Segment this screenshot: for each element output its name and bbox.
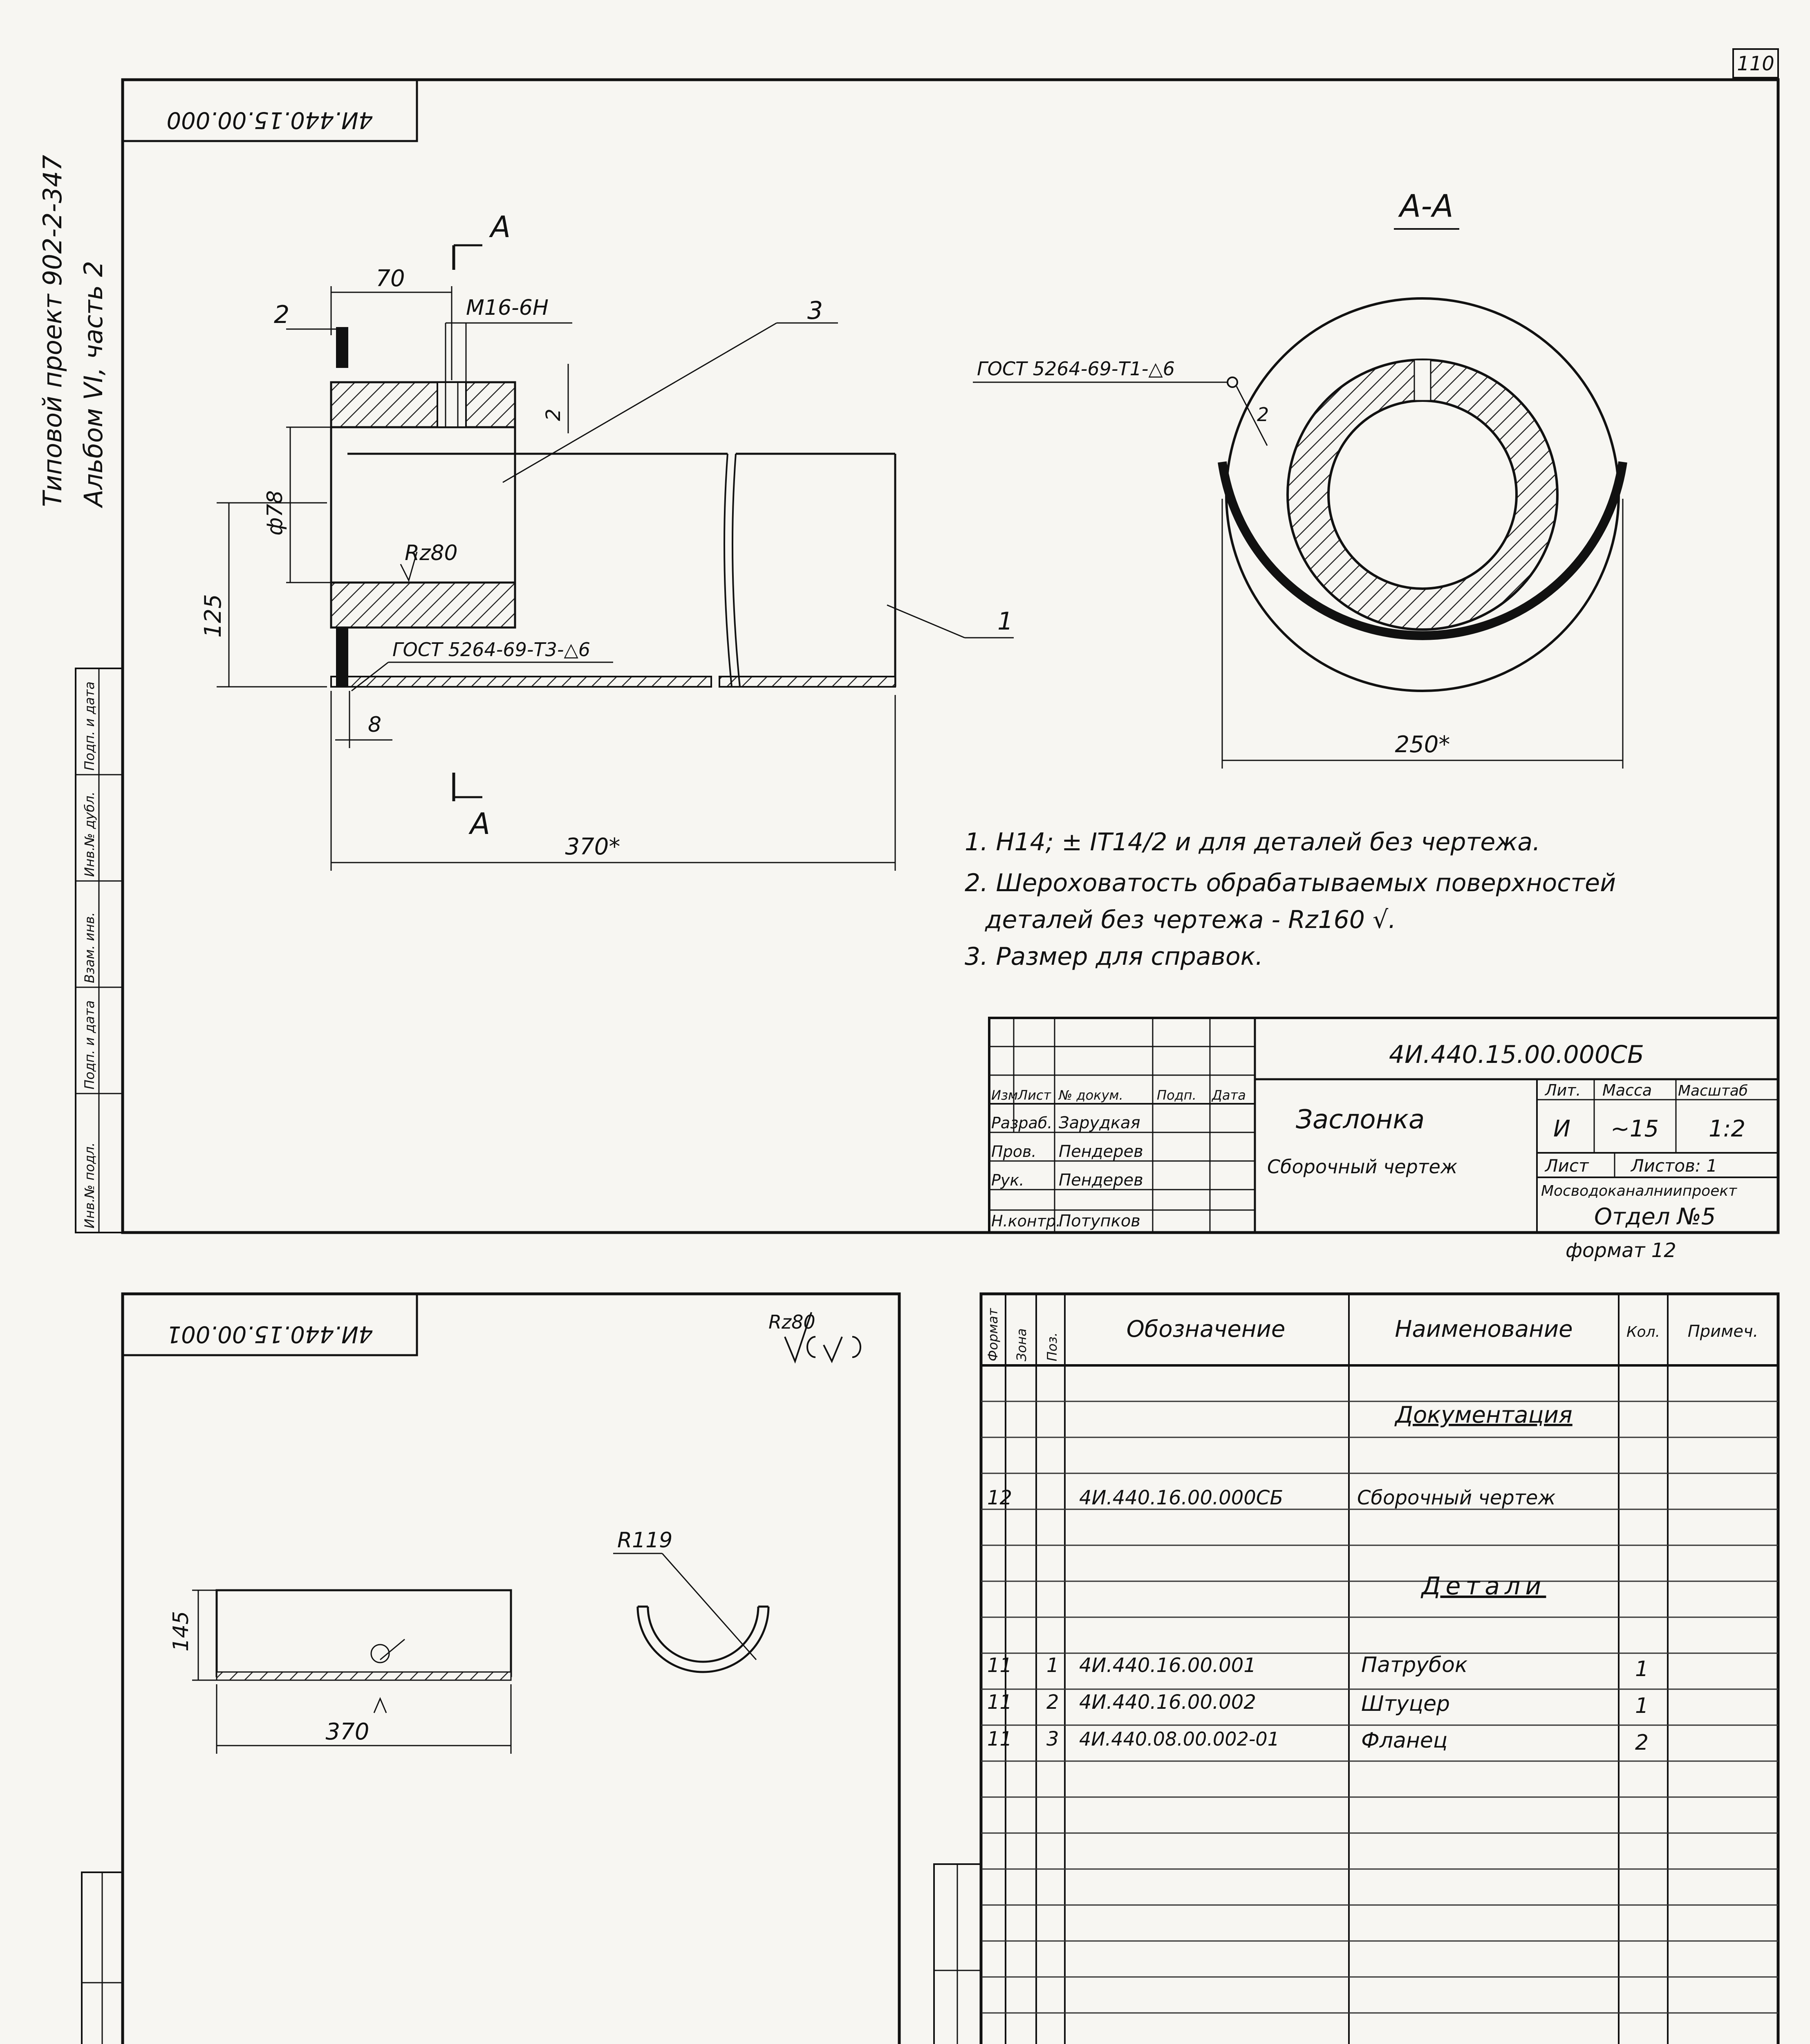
dim-125: 125 bbox=[200, 594, 226, 638]
callout-2: 2 bbox=[274, 300, 290, 329]
hdr-doc: № докум. bbox=[1059, 1087, 1123, 1103]
spec-row-code: 4И.440.16.00.002 bbox=[1079, 1691, 1256, 1714]
spec-section-docs: Документация bbox=[1395, 1402, 1573, 1428]
spec-row-format: 11 bbox=[987, 1654, 1013, 1677]
top-stamp-code: 4И.440.15.00.000 bbox=[166, 107, 373, 133]
role-ruk: Рук. bbox=[991, 1171, 1024, 1189]
hdr-izm: Изм bbox=[991, 1087, 1018, 1103]
spec-row-format: 12 bbox=[987, 1486, 1013, 1509]
spec-row-code: 4И.440.08.00.002-01 bbox=[1079, 1728, 1279, 1750]
top-sheets: Листов: 1 bbox=[1631, 1156, 1718, 1176]
person-ruk: Пендерев bbox=[1059, 1171, 1143, 1190]
role-nkontr: Н.контр. bbox=[991, 1212, 1061, 1230]
top-format: формат 12 bbox=[1566, 1239, 1676, 1262]
side-stamp-podp-2: Подп. и дата bbox=[82, 681, 97, 771]
person-prov: Пендерев bbox=[1059, 1142, 1143, 1161]
dim-2: 2 bbox=[542, 408, 565, 421]
dim-250: 250* bbox=[1395, 731, 1450, 758]
side-note-project: Типовой проект 902-2-347 bbox=[38, 155, 67, 507]
top-dept: Отдел №5 bbox=[1594, 1204, 1716, 1230]
hdr-list: Лист bbox=[1018, 1087, 1051, 1103]
spec-hdr-code: Обозначение bbox=[1126, 1316, 1286, 1342]
hdr-mass: Масса bbox=[1602, 1081, 1652, 1099]
hdr-scale: Масштаб bbox=[1678, 1083, 1748, 1099]
top-sheet: Лист bbox=[1545, 1156, 1589, 1176]
section-title: А-А bbox=[1400, 188, 1454, 224]
spec-section-parts: Детали bbox=[1421, 1572, 1546, 1600]
note-line-1: 1. Н14; ± IT14/2 и для деталей без чертежа. bbox=[965, 828, 1541, 856]
role-razrab: Разраб. bbox=[991, 1114, 1053, 1132]
bl-stamp-code: 4И.440.15.00.001 bbox=[166, 1321, 373, 1347]
spec-row-qty: 1 bbox=[1635, 1694, 1649, 1718]
spec-row-format: 11 bbox=[987, 1728, 1013, 1750]
spec-row-code: 4И.440.16.00.000СБ bbox=[1079, 1486, 1284, 1509]
role-prov: Пров. bbox=[991, 1143, 1037, 1161]
page-number-box bbox=[1733, 49, 1778, 78]
dim-8: 8 bbox=[368, 713, 382, 737]
top-part-name: Заслонка bbox=[1296, 1105, 1425, 1135]
top-org: Мосводоканалниипроект bbox=[1541, 1183, 1737, 1199]
roughness-mark: Rz80 bbox=[405, 541, 458, 565]
dia-78: ф78 bbox=[263, 490, 287, 536]
thread-label: М16-6Н bbox=[466, 296, 549, 320]
spec-hdr-pos: Поз. bbox=[1044, 1332, 1060, 1361]
side-stamp-dubl: Инв.№ дубл. bbox=[82, 791, 97, 877]
spec-hdr-format: Формат bbox=[985, 1308, 1001, 1361]
spec-row-name: Фланец bbox=[1361, 1728, 1448, 1753]
section-mark-top: А bbox=[491, 210, 511, 244]
person-nkontr: Потупков bbox=[1059, 1212, 1140, 1230]
dim-145: 145 bbox=[169, 1611, 193, 1652]
spec-row-name: Штуцер bbox=[1361, 1692, 1450, 1716]
spec-hdr-zone: Зона bbox=[1014, 1328, 1029, 1361]
side-stamp-inv-podl: Инв.№ подл. bbox=[82, 1142, 97, 1228]
spec-row-pos: 3 bbox=[1046, 1728, 1059, 1750]
dim-370-plate: 370 bbox=[325, 1719, 370, 1745]
top-mass: ~15 bbox=[1611, 1116, 1659, 1142]
person-razrab: Зарудкая bbox=[1059, 1114, 1140, 1132]
top-doc-type: Сборочный чертеж bbox=[1267, 1156, 1458, 1178]
weld-note-1: ГОСТ 5264-69-Т3-△6 bbox=[392, 639, 591, 661]
spec-row-format: 11 bbox=[987, 1691, 1013, 1714]
top-doc-code: 4И.440.15.00.000СБ bbox=[1389, 1040, 1644, 1069]
hdr-lit: Лит. bbox=[1545, 1081, 1581, 1099]
bl-roughness: Rz80 bbox=[768, 1311, 815, 1333]
callout-1: 1 bbox=[997, 607, 1013, 636]
side-stamp-podp-1: Подп. и дата bbox=[82, 1000, 97, 1089]
note-line-3: деталей без чертежа - Rz160 √. bbox=[985, 905, 1396, 934]
spec-row-name: Патрубок bbox=[1361, 1653, 1468, 1677]
radius-label: R119 bbox=[617, 1528, 673, 1553]
top-scale: 1:2 bbox=[1709, 1116, 1746, 1142]
spec-row-qty: 2 bbox=[1635, 1730, 1649, 1755]
spec-hdr-note: Примеч. bbox=[1687, 1322, 1758, 1341]
hdr-podp: Подп. bbox=[1157, 1087, 1196, 1103]
spec-row-code: 4И.440.16.00.001 bbox=[1079, 1654, 1256, 1677]
dim-370: 370* bbox=[565, 834, 621, 860]
section-mark-bottom: А bbox=[470, 807, 491, 841]
weld-note-2: ГОСТ 5264-69-Т1-△6 bbox=[977, 358, 1175, 380]
side-note-album: Альбом VI, часть 2 bbox=[78, 261, 108, 507]
note-line-4: 3. Размер для справок. bbox=[965, 942, 1263, 971]
spec-hdr-qty: Кол. bbox=[1626, 1324, 1660, 1340]
top-lit: И bbox=[1553, 1116, 1570, 1142]
callout-3: 3 bbox=[807, 296, 823, 325]
side-stamp-vzam: Взам. инв. bbox=[82, 912, 97, 983]
spec-hdr-name: Наименование bbox=[1395, 1316, 1573, 1342]
dim-70: 70 bbox=[376, 265, 405, 292]
page-number: 110 bbox=[1737, 52, 1774, 75]
note-line-2: 2. Шероховатость обрабатываемых поверхностей bbox=[965, 869, 1616, 897]
spec-row-name: Сборочный чертеж bbox=[1357, 1486, 1556, 1509]
section-callout-2: 2 bbox=[1257, 403, 1269, 426]
spec-row-qty: 1 bbox=[1635, 1657, 1649, 1681]
hdr-data: Дата bbox=[1212, 1087, 1246, 1103]
spec-row-pos: 2 bbox=[1046, 1691, 1059, 1714]
spec-row-pos: 1 bbox=[1046, 1654, 1059, 1677]
